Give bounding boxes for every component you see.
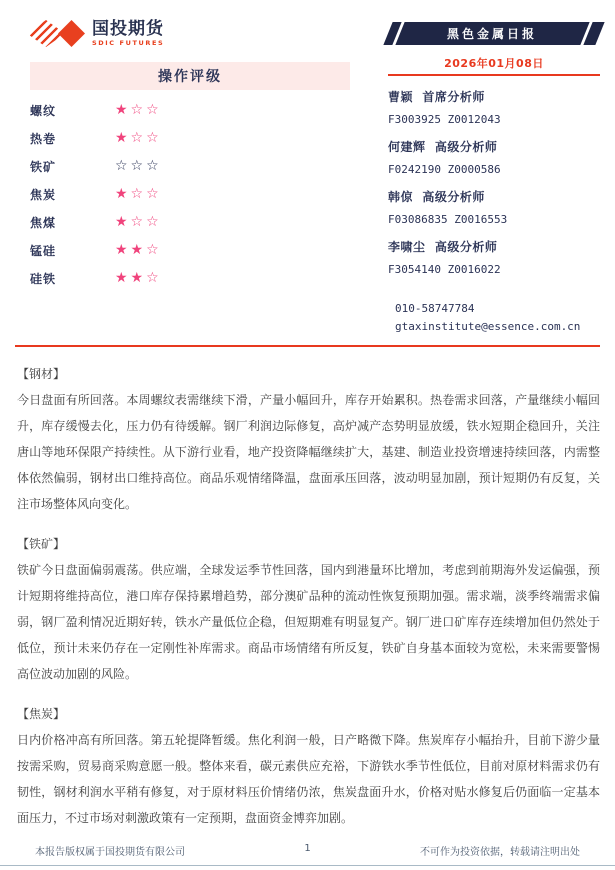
section-heading: 【焦炭】 (17, 707, 66, 721)
analyst-license-ids: F3003925 Z0012043 (388, 113, 501, 126)
report-banner (388, 22, 600, 45)
rating-row-coke (30, 180, 350, 208)
logo-diamond-icon (58, 20, 85, 47)
section-text: 今日盘面有所回落。本周螺纹表需继续下滑，产量小幅回升，库存开始累积。热卷需求回落，产量继续小幅回升，库存缓慢去化，压力仍有待缓解。钢厂利润边际修复，高炉减产态势明显放缓，铁水短期企稳回升，关注唐山等地环保限产持续性。从下游行业看，地产投资降幅继续扩大，基建、制造业投资增速持续回落，内需整体依然偏弱，钢材出口维持高位。商品乐观情绪降温，盘面承压回落，波动明显加剧，预计短期仍有反复，关注市场整体风向变化。 (17, 393, 600, 511)
footer-disclaimer: 不可作为投资依据，转载请注明出处 (420, 847, 580, 858)
rating-label: 焦炭 (30, 187, 57, 202)
footer-page-number: 1 (304, 843, 311, 854)
contact-email: gtaxinstitute@essence.com.cn (395, 320, 581, 333)
contact-phone: 010-58747784 (395, 302, 475, 315)
report-date: 2026年01月08日 (444, 57, 544, 70)
page-footer (0, 843, 615, 859)
analyst-title: 首席分析师 (422, 90, 485, 104)
rating-label: 焦煤 (30, 215, 57, 230)
logo-company-name: 国投期货 (92, 18, 164, 39)
section-text: 铁矿今日盘面偏弱震荡。供应端，全球发运季节性回落，国内到港量环比增加，考虑到前期海外发运偏强，预计短期将维持高位，港口库存保持累增趋势，部分澳矿品种的流动性恢复预期加强。需求端，淡季终端需求偏弱，钢厂盈利情况近期好转，铁水产量低位企稳，但短期难有明显复产。钢厂进口矿库存连续增加但仍然处于低位，预计未来仍存在一定刚性补库需求。商品市场情绪有所反复，铁矿自身基本面较为宽松，未来需要警惕高位波动加剧的风险。 (17, 563, 600, 681)
page-bottom-border (0, 865, 615, 866)
rating-label: 锰硅 (30, 243, 57, 258)
section-text: 日内价格冲高有所回落。第五轮提降暂缓。焦化利润一般，日产略微下降。焦炭库存小幅抬升，目前下游少量按需采购，贸易商采购意愿一般。整体来看，碳元素供应充裕，下游铁水季节性低位，目前对原材料需求仍有韧性，钢材利润水平稍有修复，对于原材料压价情绪仍浓，焦炭盘面升水，价格对贴水修复后仍面临一定基本面压力，不过市场对刺激政策有一定预期，盘面资金博弈加剧。 (17, 733, 600, 825)
footer-copyright: 本报告版权属于国投期货有限公司 (35, 847, 185, 858)
logo-company-name-en: SDIC FUTURES (92, 38, 165, 47)
section-steel (17, 361, 600, 517)
rating-stars: ★★☆ (115, 270, 162, 286)
banner-body (395, 22, 589, 45)
rating-label: 铁矿 (30, 159, 57, 174)
rating-stars: ★☆☆ (115, 214, 162, 230)
rating-stars: ☆☆☆ (115, 158, 162, 174)
rating-row-coking-coal (30, 208, 350, 236)
analyst-entry (388, 188, 603, 238)
analyst-entry (388, 238, 603, 288)
rating-stars: ★☆☆ (115, 102, 162, 118)
report-date-block (388, 52, 600, 76)
rating-row-rebar (30, 96, 350, 124)
section-heading: 【铁矿】 (17, 537, 66, 551)
analyst-name: 李啸尘 (388, 240, 426, 254)
analysts-panel (388, 88, 603, 338)
report-title: 黑色金属日报 (447, 27, 538, 41)
section-coke (17, 701, 600, 831)
rating-label: 热卷 (30, 131, 57, 146)
rating-stars: ★☆☆ (115, 186, 162, 202)
rating-row-ferrosilicon (30, 264, 350, 292)
ratings-header: 操作评级 (30, 62, 350, 90)
rating-row-iron-ore (30, 152, 350, 180)
analyst-title: 高级分析师 (422, 190, 485, 204)
analyst-license-ids: F3054140 Z0016022 (388, 263, 501, 276)
analyst-title: 高级分析师 (434, 140, 498, 154)
rating-stars: ★☆☆ (115, 130, 162, 146)
analyst-license-ids: F03086835 Z0016553 (388, 213, 508, 226)
company-logo (27, 20, 164, 47)
rating-label: 硅铁 (30, 271, 57, 286)
analyst-entry (388, 88, 603, 138)
analyst-name: 何建辉 (388, 140, 426, 154)
rating-row-silicomanganese (30, 236, 350, 264)
rating-label: 螺纹 (30, 103, 57, 118)
analyst-title: 高级分析师 (434, 240, 498, 254)
rating-row-hot-coil (30, 124, 350, 152)
section-heading: 【钢材】 (17, 367, 66, 381)
contact-block (388, 302, 603, 338)
analyst-name: 韩倞 (388, 190, 414, 204)
analyst-name: 曹颖 (388, 90, 414, 104)
rating-stars: ★★☆ (115, 242, 162, 258)
header-divider (15, 345, 600, 347)
ratings-panel (30, 62, 350, 292)
analyst-entry (388, 138, 603, 188)
report-body (17, 361, 600, 845)
section-iron-ore (17, 531, 600, 687)
analyst-license-ids: F0242190 Z0000586 (388, 163, 501, 176)
